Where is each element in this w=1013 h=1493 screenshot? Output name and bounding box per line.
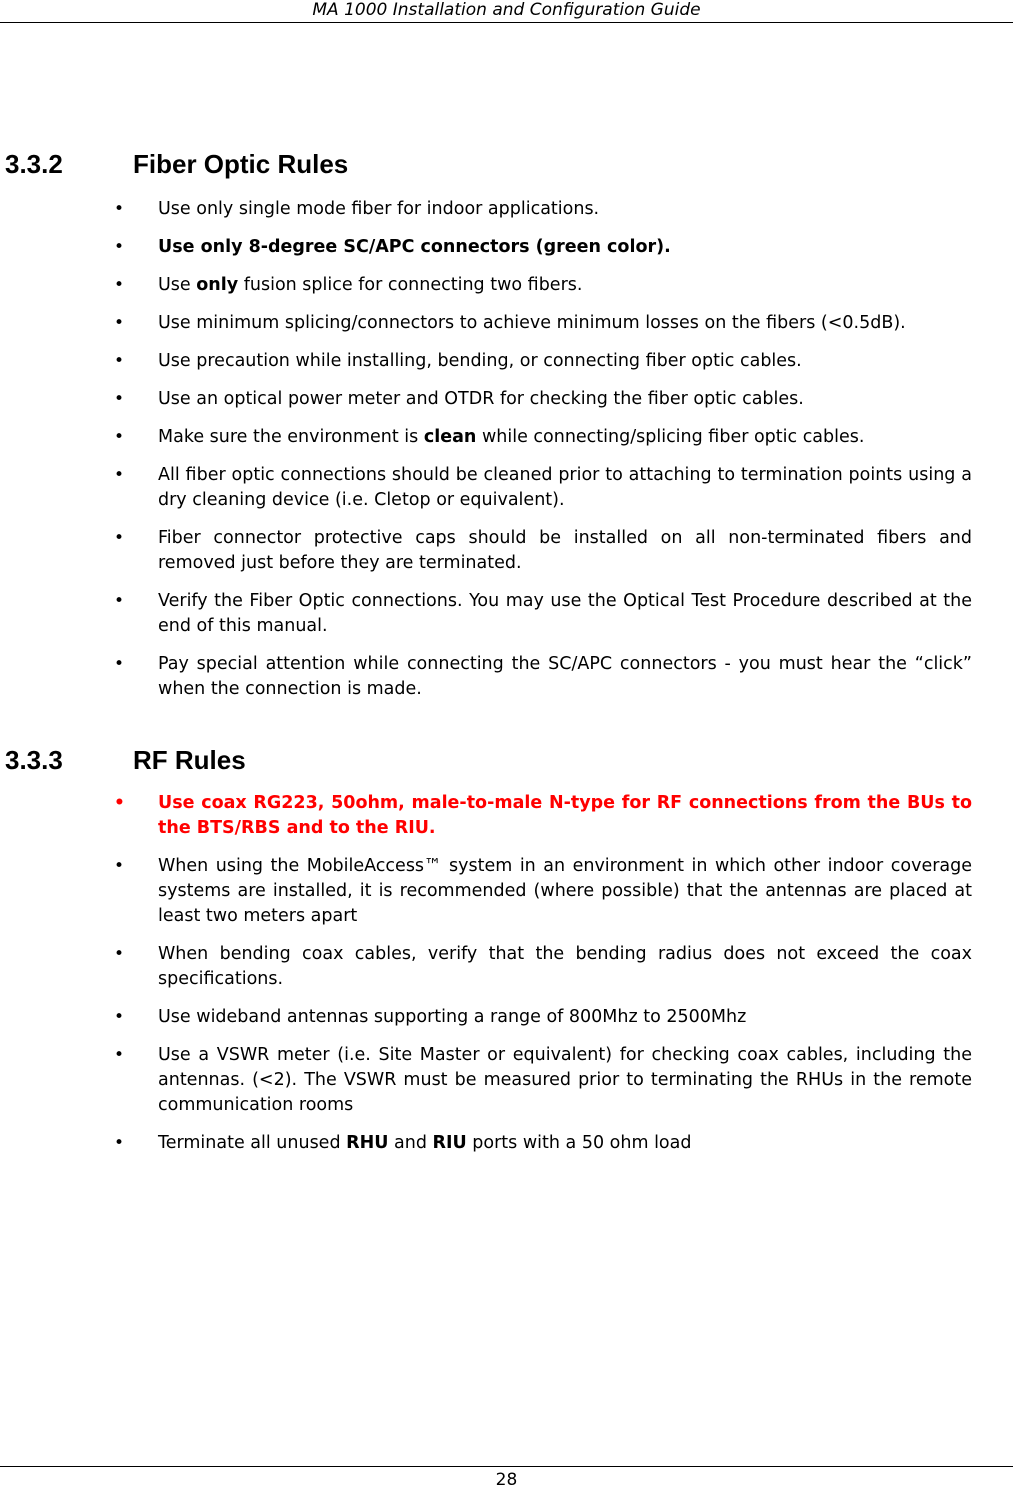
warning-text: Use coax RG223, 50ohm, male-to-male N-type for RF connections from the BUs to the BTS/RBS and to the RIU. <box>158 793 972 838</box>
bullet-icon: • <box>114 528 125 548</box>
list-item: • Use only 8-degree SC/APC connectors (green color). <box>158 235 972 260</box>
section-number: 3.3.2 <box>5 149 63 179</box>
bullet-icon: • <box>114 275 125 295</box>
bullet-icon: • <box>114 313 125 333</box>
section-title: RF Rules <box>133 745 246 775</box>
page-number: 28 <box>495 1470 518 1490</box>
bullet-icon: • <box>114 1007 125 1027</box>
section-number: 3.3.3 <box>5 745 63 775</box>
list-item: • Fiber connector protective caps should be installed on all non-terminated fibers and removed just before they are terminated. <box>114 528 972 573</box>
list-item: • Use wideband antennas supporting a range of 800Mhz to 2500Mhz <box>158 1005 972 1030</box>
bullet-icon: • <box>114 591 125 611</box>
running-footer <box>0 1466 1013 1493</box>
section-title: Fiber Optic Rules <box>133 149 349 179</box>
list-item: • When bending coax cables, verify that the bending radius does not exceed the coax specifications. <box>114 944 972 989</box>
list-item: • Use only fusion splice for connecting two fibers. <box>158 273 972 298</box>
list-item: • Make sure the environment is clean while connecting/splicing fiber optic cables. <box>158 425 972 450</box>
list-item: • Use precaution while installing, bending, or connecting fiber optic cables. <box>158 349 972 374</box>
bullet-icon: • <box>114 1133 125 1153</box>
list-item: • Terminate all unused RHU and RIU ports with a 50 ohm load <box>158 1131 972 1156</box>
list-item: • Use minimum splicing/connectors to achieve minimum losses on the fibers (<0.5dB). <box>158 311 972 336</box>
bullet-icon: • <box>114 944 125 964</box>
fiber-optic-rules-list <box>0 197 1013 702</box>
list-item: • Use an optical power meter and OTDR for checking the fiber optic cables. <box>158 387 972 412</box>
bullet-icon: • <box>114 465 125 485</box>
list-item: • When using the MobileAccess™ system in an environment in which other indoor coverage systems are installed, it is recommended (where possible) that the antennas are placed at least two meters apart <box>114 856 972 926</box>
section-heading-fiber-optic-rules <box>5 149 965 179</box>
rf-rules-list <box>0 791 1013 1156</box>
document-title: MA 1000 Installation and Configuration Guide <box>312 0 701 20</box>
section-heading-rf-rules <box>5 745 965 775</box>
list-item: • Use only single mode fiber for indoor applications. <box>158 197 972 222</box>
bullet-icon: • <box>114 1045 125 1065</box>
list-item: • Pay special attention while connecting the SC/APC connectors - you must hear the “click” when the connection is made. <box>114 654 972 699</box>
running-header <box>0 0 1013 23</box>
bullet-icon: • <box>114 427 125 447</box>
bullet-icon: • <box>114 351 125 371</box>
list-item <box>114 791 972 841</box>
bullet-icon: • <box>114 199 125 219</box>
list-item: • Verify the Fiber Optic connections. You may use the Optical Test Procedure described at the end of this manual. <box>114 591 972 636</box>
bullet-icon: • <box>114 389 125 409</box>
list-item: • Use a VSWR meter (i.e. Site Master or equivalent) for checking coax cables, including the antennas. (<2). The VSWR must be measured prior to terminating the RHUs in the remote communication rooms <box>114 1045 972 1115</box>
list-item: • All fiber optic connections should be cleaned prior to attaching to termination points using a dry cleaning device (i.e. Cletop or equivalent). <box>114 465 972 510</box>
bullet-icon: • <box>114 856 125 876</box>
bullet-icon: • <box>114 654 125 674</box>
bullet-icon: • <box>114 237 125 257</box>
bullet-icon: • <box>114 793 125 813</box>
